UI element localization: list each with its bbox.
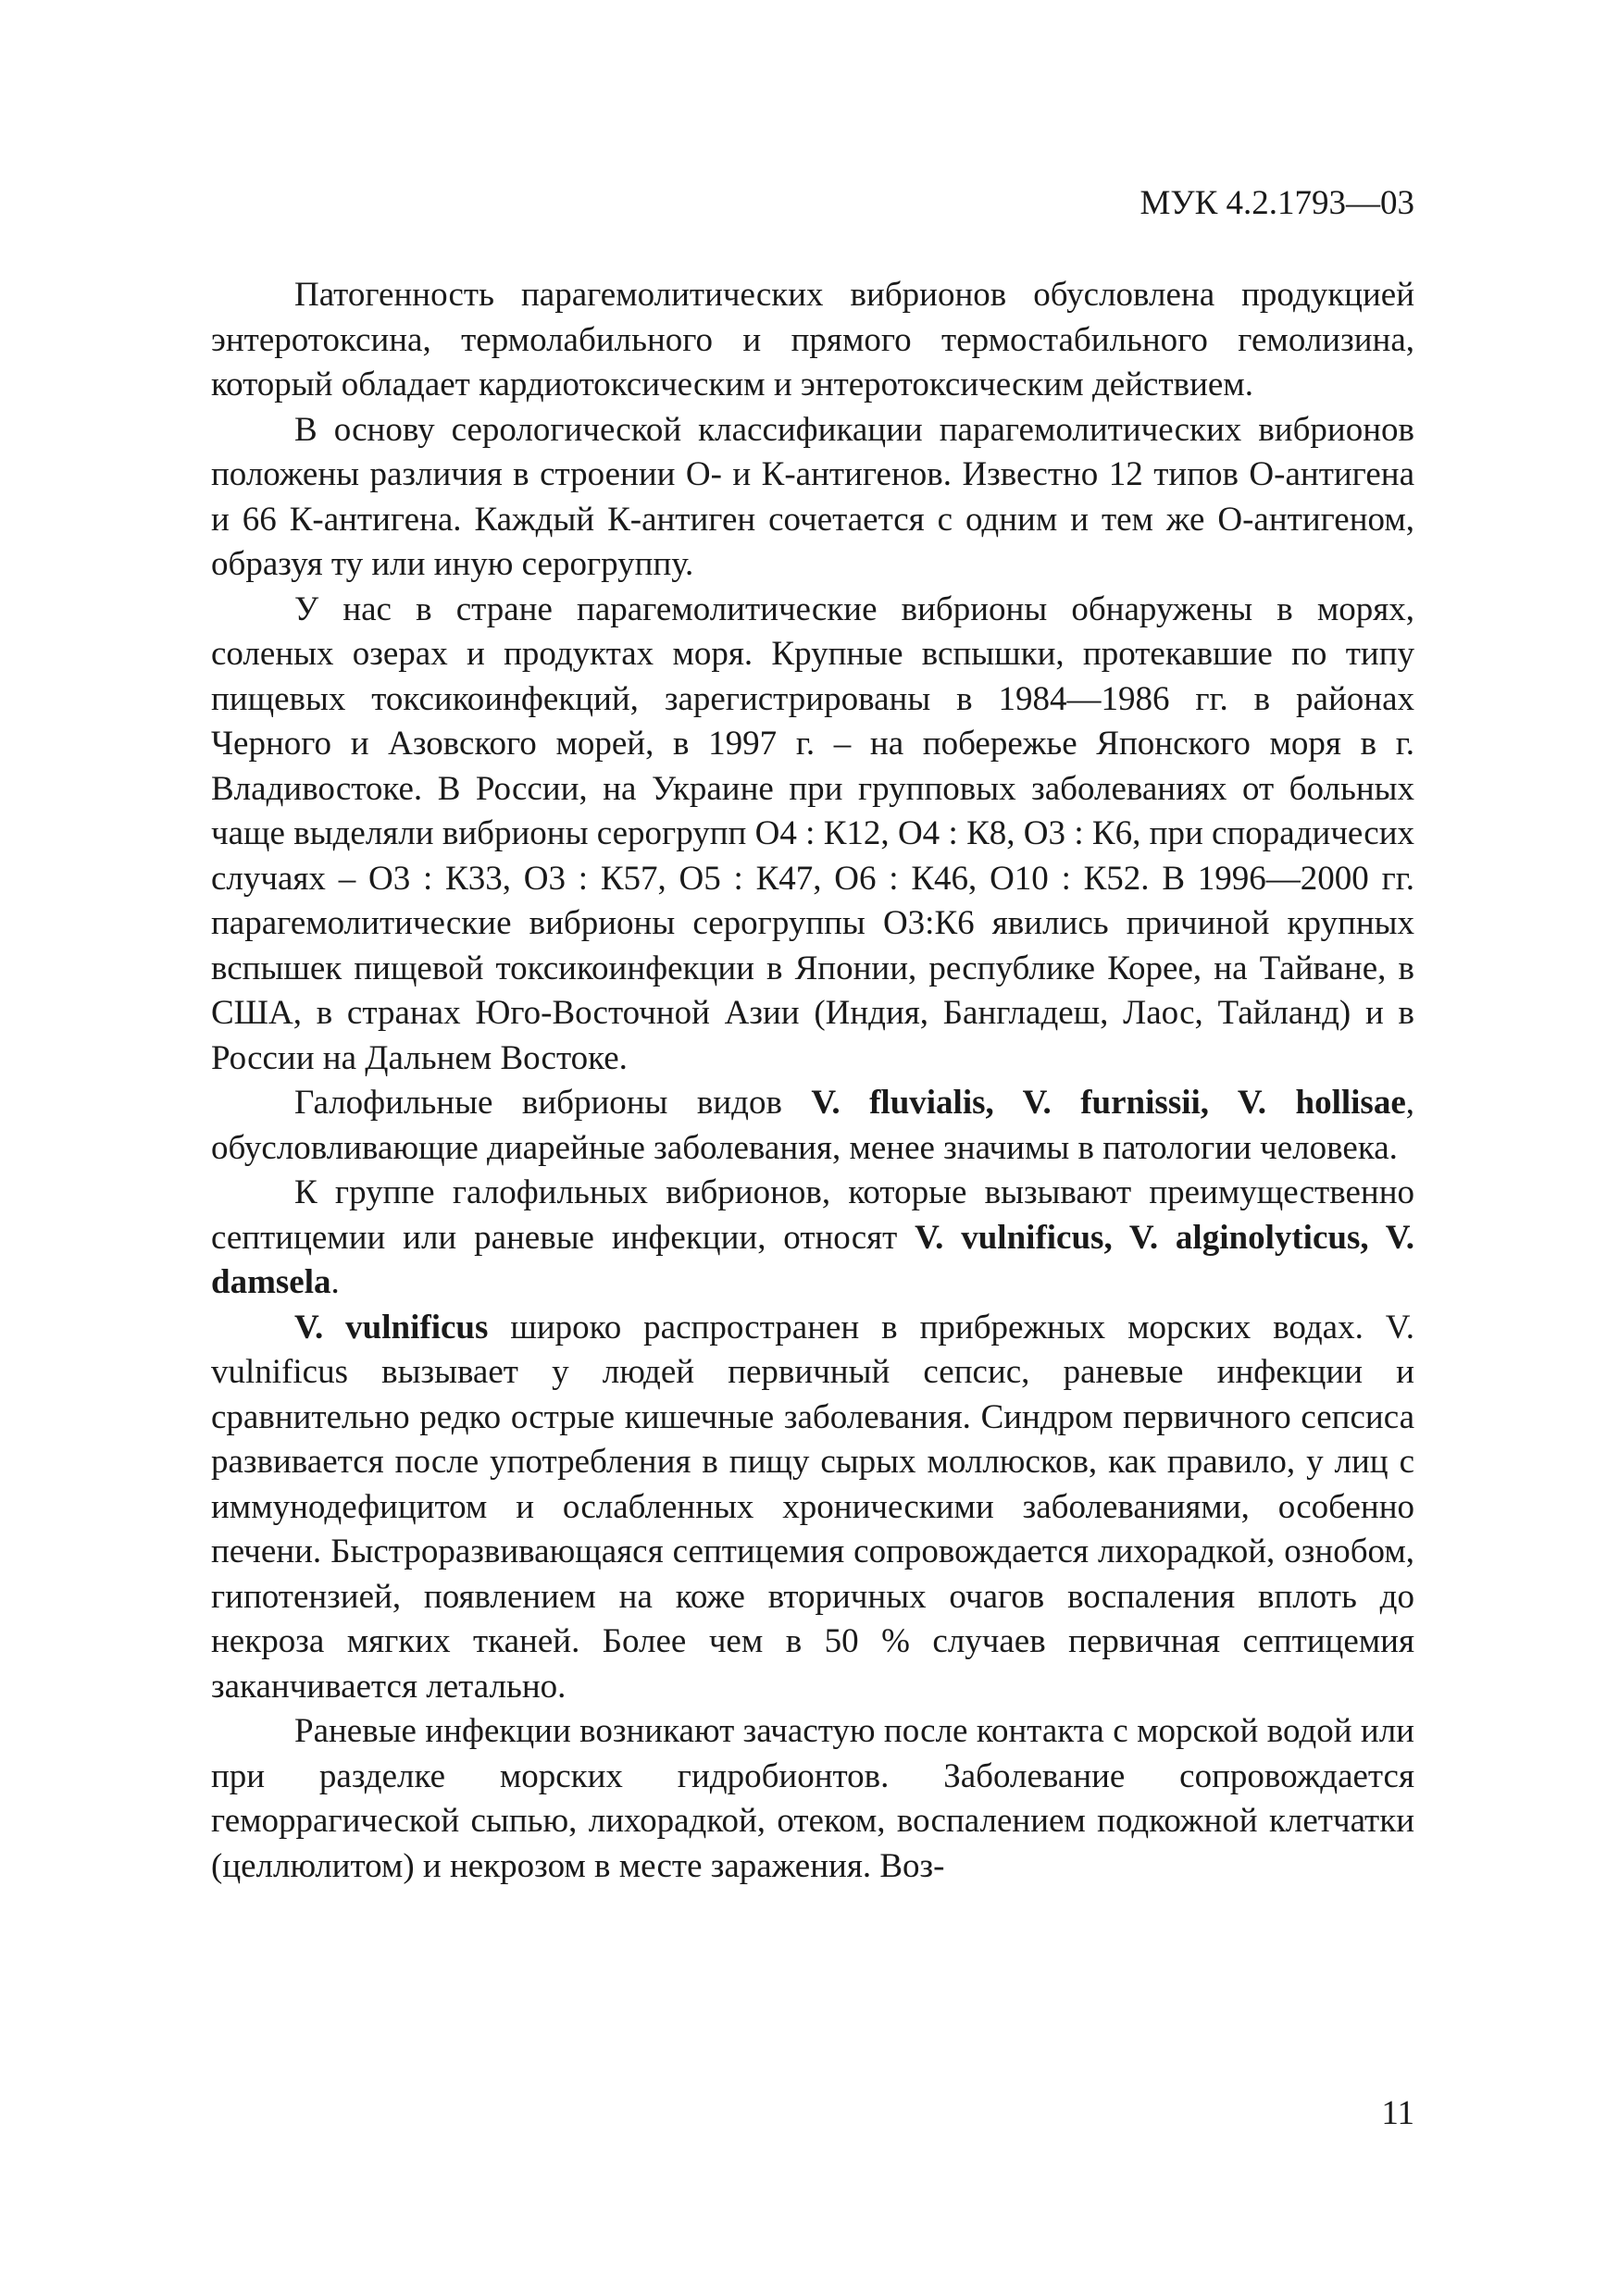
text-segment: . xyxy=(330,1263,340,1301)
species-names: V. fluvialis, V. furnissii, V. hollisae xyxy=(811,1084,1406,1122)
text-segment: К группе галофильных вибрионов, которые вызывают преимущественно септицемии или раневые инфекции, относят xyxy=(211,1173,1414,1257)
page-number: 11 xyxy=(1381,2094,1414,2132)
paragraph-outbreaks: У нас в стране парагемолитические вибрионы обнаружены в морях, соленых озерах и продуктах моря. Крупные вспышки, протекавшие по типу пищевых токсикоинфекций, зарегистрированы в 1984—1986 гг. в районах Черного и Азовского морей, в 1997 г. – на побережье Японского моря в г. Владивостоке. В России, на Украине при групповых заболеваниях от больных чаще выделяли вибрионы серогрупп О4 : К12, О4 : К8, О3 : К6, при спорадичесих случаях – О3 : К33, О3 : К57, О5 : К47, О6 : К46, О10 : К52. В 1996—2000 гг. парагемолитические вибрионы серогруппы О3:К6 явились причиной крупных вспышек пищевой токсикоинфекции в Японии, республике Корее, на Тайване, в США, в странах Юго-Восточной Азии (Индия, Бангладеш, Лаос, Тайланд) и в России на Дальнем Востоке. xyxy=(211,590,1414,1077)
paragraph-halophilic-septicemia xyxy=(211,1171,1414,1306)
species-name: V. vulnificus xyxy=(294,1308,489,1347)
document-code-header: МУК 4.2.1793—03 xyxy=(1140,184,1414,222)
paragraph-wound-infections: Раневые инфекции возникают зачастую после контакта с морской водой или при разделке морских гидробионтов. Заболевание сопровождается геморрагической сыпью, лихорадкой, отеком, воспалением подкожной клетчатки (целлюлитом) и некрозом в месте заражения. Воз- xyxy=(211,1712,1414,1885)
paragraph-halophilic-diarrheal xyxy=(211,1081,1414,1171)
text-segment: Галофильные вибрионы видов xyxy=(294,1084,812,1122)
text-segment: , обусловливающие диарейные заболевания, менее значимы в патологии человека. xyxy=(211,1084,1414,1167)
paragraph-vulnificus xyxy=(211,1306,1414,1710)
paragraph-serological-classification: В основу серологической классификации парагемолитических вибрионов положены различия в строении О- и К-антигенов. Известно 12 типов О-антигена и 66 К-антигена. Каждый К-антиген сочетается с одним и тем же О-антигеном, образуя ту или иную серогруппу. xyxy=(211,410,1414,583)
text-segment: широко распространен в прибрежных морских водах. V. vulnificus вызывает у людей первичный сепсис, раневые инфекции и сравнительно редко острые кишечные заболевания. Синдром первичного сепсиса развивается после употребления в пищу сырых моллюсков, как правило, у лиц с иммунодефицитом и ослабленных хроническими заболеваниями, особенно печени. Быстроразвивающаяся септицемия сопровождается лихорадкой, ознобом, гипотензией, появлением на коже вторичных очагов воспаления вплоть до некроза мягких тканей. Более чем в 50 % случаев первичная септицемия заканчивается летально. xyxy=(211,1308,1414,1706)
species-names: V. vulnificus, V. alginolyticus, V. damsela xyxy=(211,1218,1414,1301)
document-body xyxy=(211,273,1414,1889)
paragraph-pathogenicity: Патогенность парагемолитических вибрионов обусловлена продукцией энтеротоксина, термолабильного и прямого термостабильного гемолизина, который обладает кардиотоксическим и энтеротоксическим действием. xyxy=(211,276,1414,403)
